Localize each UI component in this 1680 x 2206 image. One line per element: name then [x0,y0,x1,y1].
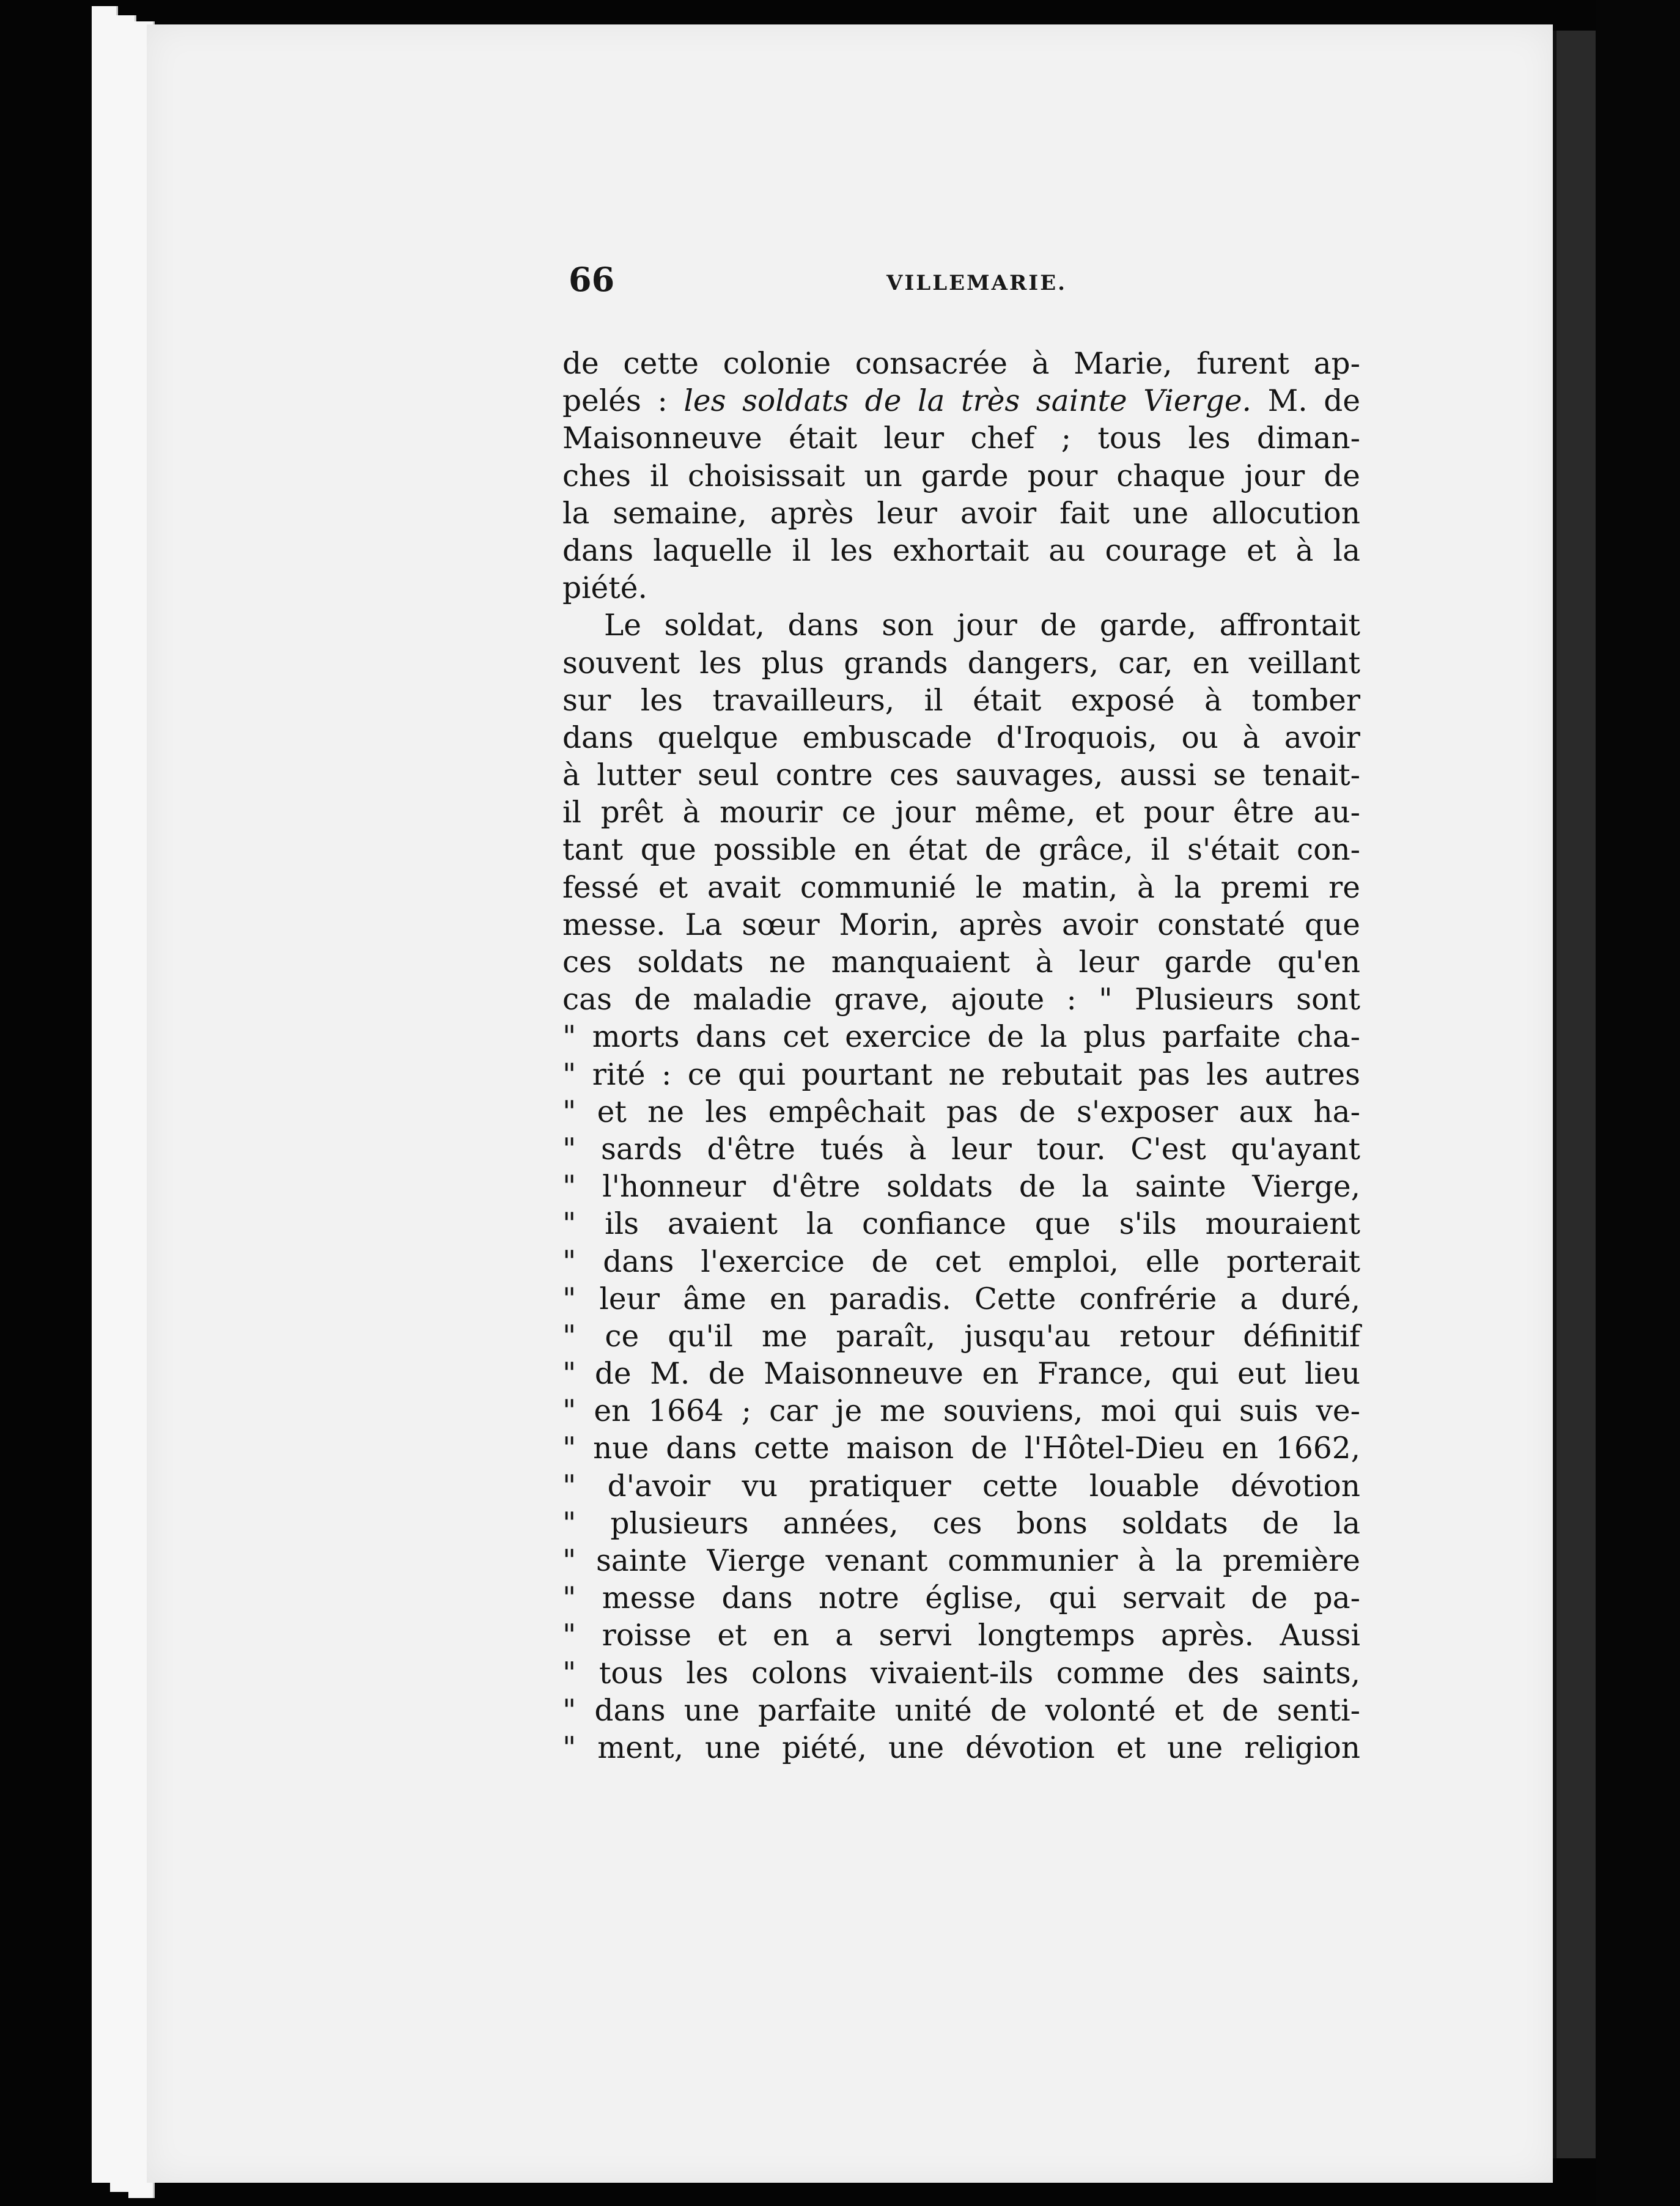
text-line: " ce qu'il me paraît, jusqu'au retour définitif [562,1319,1360,1354]
text-line: cas de maladie grave, ajoute : " Plusieurs sont [562,983,1360,1017]
body-text [562,345,1360,1767]
text-line: fessé et avait communié le matin, à la premi re [562,870,1360,905]
text-line: " et ne les empêchait pas de s'exposer aux ha- [562,1094,1360,1129]
text-line: la semaine, après leur avoir fait une allocution [562,496,1360,531]
text-line: " ils avaient la confiance que s'ils mouraient [562,1207,1360,1242]
text-line: " plusieurs années, ces bons soldats de la [562,1506,1360,1541]
text-line: " sainte Vierge venant communier à la première [562,1544,1360,1578]
text-line: sur les travailleurs, il était exposé à tomber [562,683,1360,718]
text-line: " leur âme en paradis. Cette confrérie a duré, [562,1282,1360,1316]
text-line: " messe dans notre église, qui servait de pa- [562,1581,1360,1616]
text-line: " ment, une piété, une dévotion et une religion [562,1730,1360,1765]
text-line: tant que possible en état de grâce, il s'était con- [562,833,1360,868]
italic-phrase: les soldats de la très sainte Vierge. [683,384,1251,419]
text-line: " en 1664 ; car je me souviens, moi qui suis ve- [562,1394,1360,1429]
text-line: ces soldats ne manquaient à leur garde qu'en [562,945,1360,979]
text-line: dans laquelle il les exhortait au courage et à la [562,533,1360,568]
text-fragment: M. de [1267,384,1361,419]
text-line: " tous les colons vivaient-ils comme des saints, [562,1656,1360,1691]
text-line: à lutter seul contre ces sauvages, aussi se tenait- [562,758,1360,793]
text-line [562,383,1360,420]
text-line: piété. [562,571,647,606]
text-line: messe. La sœur Morin, après avoir constaté que [562,907,1360,942]
text-line: " sards d'être tués à leur tour. C'est qu'ayant [562,1132,1360,1167]
text-line: il prêt à mourir ce jour même, et pour être au- [562,795,1360,830]
text-line: " nue dans cette maison de l'Hôtel-Dieu en 1662, [562,1431,1360,1466]
text-fragment: pelés : [562,384,668,419]
text-line: " de M. de Maisonneuve en France, qui eut lieu [562,1357,1360,1392]
running-header [569,260,1363,309]
text-line: " dans l'exercice de cet emploi, elle porterait [562,1244,1360,1279]
text-line: " l'honneur d'être soldats de la sainte Vierge, [562,1170,1360,1204]
text-line: " morts dans cet exercice de la plus parfaite cha- [562,1020,1360,1055]
scan-border [1596,0,1680,2206]
text-line: Le soldat, dans son jour de garde, affrontait [604,608,1360,643]
text-line: de cette colonie consacrée à Marie, furent ap- [562,347,1360,381]
text-line: Maisonneuve était leur chef ; tous les diman- [562,421,1360,456]
text-line: ches il choisissait un garde pour chaque jour de [562,459,1360,493]
text-line: " roisse et en a servi longtemps après. Aussi [562,1618,1360,1653]
text-line: " dans une parfaite unité de volonté et de senti- [562,1693,1360,1728]
text-line: dans quelque embuscade d'Iroquois, ou à avoir [562,720,1360,755]
running-title: VILLEMARIE. [886,271,1067,295]
text-line: " rité : ce qui pourtant ne rebutait pas les autres [562,1057,1360,1092]
page-number: 66 [569,260,615,299]
book-binding [1553,31,1599,2158]
text-line: souvent les plus grands dangers, car, en veillant [562,646,1360,681]
text-line: " d'avoir vu pratiquer cette louable dévotion [562,1469,1360,1503]
